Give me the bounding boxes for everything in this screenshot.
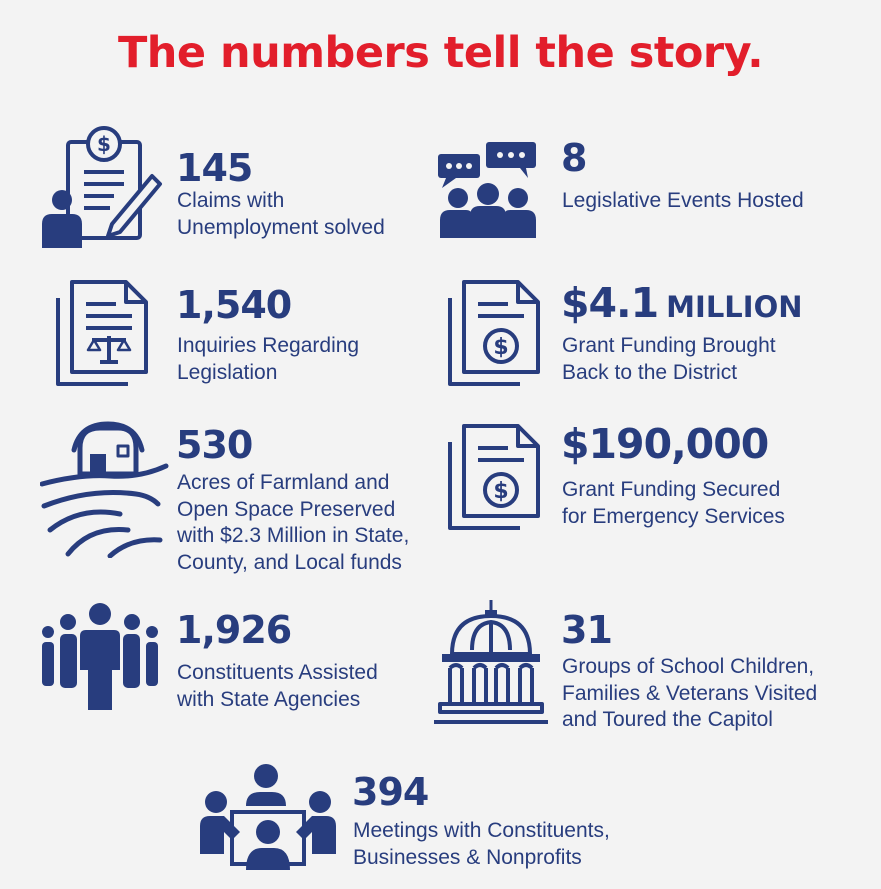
- stat-number-meetings: 394: [352, 770, 429, 814]
- svg-text:$: $: [493, 335, 509, 360]
- stat-description-constituents: Constituents Assisted with State Agencies: [177, 661, 378, 711]
- svg-text:$: $: [493, 479, 509, 504]
- capitol-building-icon: [432, 598, 550, 730]
- stat-number-inquiries: 1,540: [176, 283, 292, 327]
- chat-people-icon: [436, 140, 540, 240]
- stat-number-grant-district-value: $4.1: [561, 279, 659, 327]
- stat-number-constituents: 1,926: [176, 608, 292, 652]
- stat-description-events: Legislative Events Hosted: [562, 189, 804, 212]
- money-document-icon: [444, 422, 544, 534]
- stat-number-events: 8: [561, 136, 587, 180]
- meeting-table-icon: [196, 762, 340, 874]
- stat-description-inquiries: Inquiries Regarding Legislation: [177, 334, 360, 384]
- stat-number-grant-district-suffix: MILLION: [666, 290, 803, 324]
- stat-description-grant-district: Grant Funding Brought Back to the District: [562, 334, 776, 384]
- legal-document-icon: [52, 278, 152, 390]
- stat-number-farmland: 530: [176, 423, 253, 467]
- stat-description-claims: Claims with Unemployment solved: [177, 189, 385, 239]
- stat-description-capitol-groups: Groups of School Children, Families & Veterans Visited and Toured the Capitol: [562, 655, 818, 731]
- stat-number-capitol-groups: 31: [561, 608, 612, 652]
- svg-text:$: $: [97, 132, 111, 156]
- claims-document-icon: [40, 120, 170, 250]
- stat-description-grant-emergency: Grant Funding Secured for Emergency Services: [562, 478, 785, 528]
- stat-description-farmland: Acres of Farmland and Open Space Preserved with $2.3 Million in State, County, and Local funds: [177, 471, 410, 574]
- stat-number-grant-district: [561, 279, 803, 327]
- page-title: The numbers tell the story.: [117, 28, 764, 78]
- stat-number-grant-emergency: $190,000: [561, 420, 769, 468]
- money-document-icon: [444, 278, 544, 390]
- stat-description-meetings: Meetings with Constituents, Businesses & Nonprofits: [353, 819, 610, 869]
- stat-number-claims: 145: [176, 146, 253, 190]
- crowd-people-icon: [40, 602, 160, 714]
- farm-barn-icon: [40, 418, 170, 558]
